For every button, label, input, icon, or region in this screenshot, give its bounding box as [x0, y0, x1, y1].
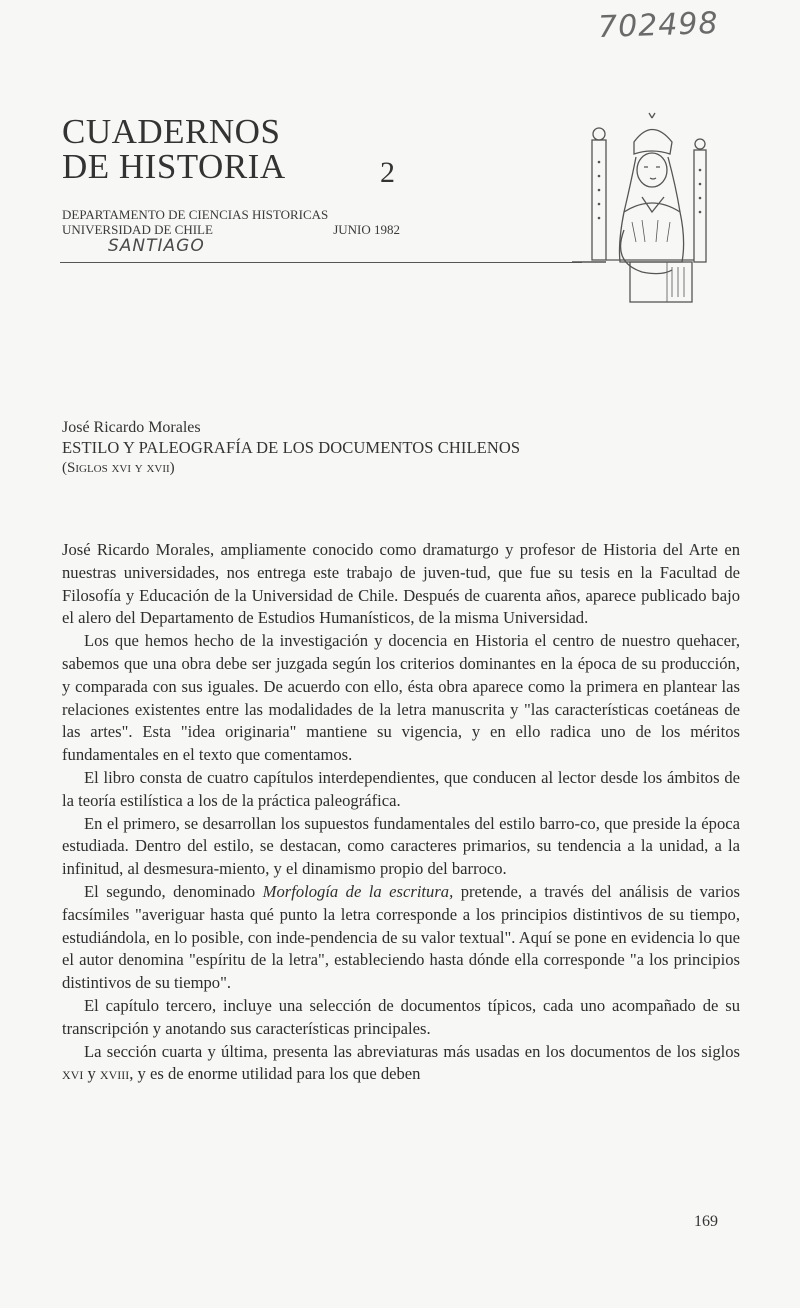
paragraph-7-text: La sección cuarta y última, presenta las abreviaturas más usadas en los documentos de los siglos [84, 1041, 740, 1061]
paragraph-6: El capítulo tercero, incluye una selección de documentos típicos, cada uno acompañado de su transcripción y anotando sus características principales. [62, 995, 740, 1038]
crown [634, 130, 672, 155]
paragraph-5 [62, 881, 740, 995]
series-title-line2: DE HISTORIA [62, 147, 286, 186]
author-name: José Ricardo Morales [62, 419, 201, 436]
paragraph-7-conj: y [83, 1064, 100, 1084]
paragraph-5-text-cont: pretende, a través del análisis de varios facsímiles "averiguar hasta qué punto la letra corresponde a los principios distintivos de su tiempo, estudiándola, en lo posible, con inde-pendencia de su valor textual". Aquí se pone en evidencia lo que el autor denomina "espíritu de la letra", estableciendo hasta dónde ella corresponde "a los principios distintivos de su tiempo". [62, 881, 740, 993]
review-body [62, 539, 740, 1086]
throne-right-finial [695, 139, 705, 149]
document [630, 262, 692, 302]
review-heading [62, 418, 742, 478]
issue-number: 2 [380, 156, 395, 189]
page-number: 169 [694, 1213, 718, 1230]
paragraph-3: El libro consta de cuatro capítulos interdependientes, que conducen al lector desde los ámbitos de la teoría estilística a los de la práctica paleográfica. [62, 767, 740, 810]
paragraph-7 [62, 1041, 740, 1087]
paragraph-5-text: El segundo, denominado [84, 881, 263, 901]
chapter-title-italic: Morfología de la escritura, [262, 881, 454, 901]
handwritten-accession-number: 702498 [597, 5, 720, 46]
century-numeral: xviii [99, 1064, 130, 1084]
crowned-figure-illustration [572, 112, 732, 310]
book-title: ESTILO Y PALEOGRAFÍA DE LOS DOCUMENTOS CHILENOS [62, 438, 521, 457]
paragraph-1: José Ricardo Morales, ampliamente conocido como dramaturgo y profesor de Historia del Arte en nuestras universidades, nos entrega este trabajo de juven-tud, que fue su tesis en la Facultad de Filosofía y Educación de la Universidad de Chile. Después de cuarenta años, aparece publicado bajo el alero del Departamento de Estudios Humanísticos, de la misma Universidad. [62, 540, 740, 628]
journal-masthead [62, 112, 402, 189]
throne-left-finial [593, 128, 605, 140]
masthead-divider [60, 262, 582, 263]
paragraph-4: En el primero, se desarrollan los supuestos fundamentales del estilo barro-co, que preside la época estudiada. Dentro del estilo, se destacan, como caracteres primarios, su tendencia a la unidad, a la infinitud, al desmesura-miento, y el dinamismo propio del barroco. [62, 813, 740, 879]
arm [621, 230, 672, 274]
paragraph-2: Los que hemos hecho de la investigación y docencia en Historia el centro de nuestro quehacer, sabemos que una obra debe ser juzgada según los criterios dominantes en la época de su producción, y comparada con sus iguales. De acuerdo con ello, ésta obra aparece como la primera en plantear las relaciones existentes entre las modalidades de la letra manuscrita y "las características coetáneas de las artes". Esta "idea originaria" mantiene su vigencia, y en ello radica uno de los méritos fundamentales en el texto que comentamos. [62, 631, 740, 765]
century-numeral: xvi [62, 1064, 84, 1084]
university-name: UNIVERSIDAD DE CHILE [62, 222, 213, 237]
handwritten-city: SANTIAGO [108, 236, 205, 256]
series-title-line1: CUADERNOS [62, 112, 281, 151]
throne-right-post [694, 150, 706, 262]
issue-date: JUNIO 1982 [333, 222, 400, 237]
head [637, 153, 667, 187]
book-subtitle: (Siglos xvi y xvii) [62, 460, 175, 476]
throne-left-post [592, 140, 606, 260]
crown-cross [649, 113, 655, 118]
paragraph-7-text-cont: , y es de enorme utilidad para los que deben [129, 1064, 421, 1084]
department-name: DEPARTAMENTO DE CIENCIAS HISTORICAS [62, 207, 329, 222]
